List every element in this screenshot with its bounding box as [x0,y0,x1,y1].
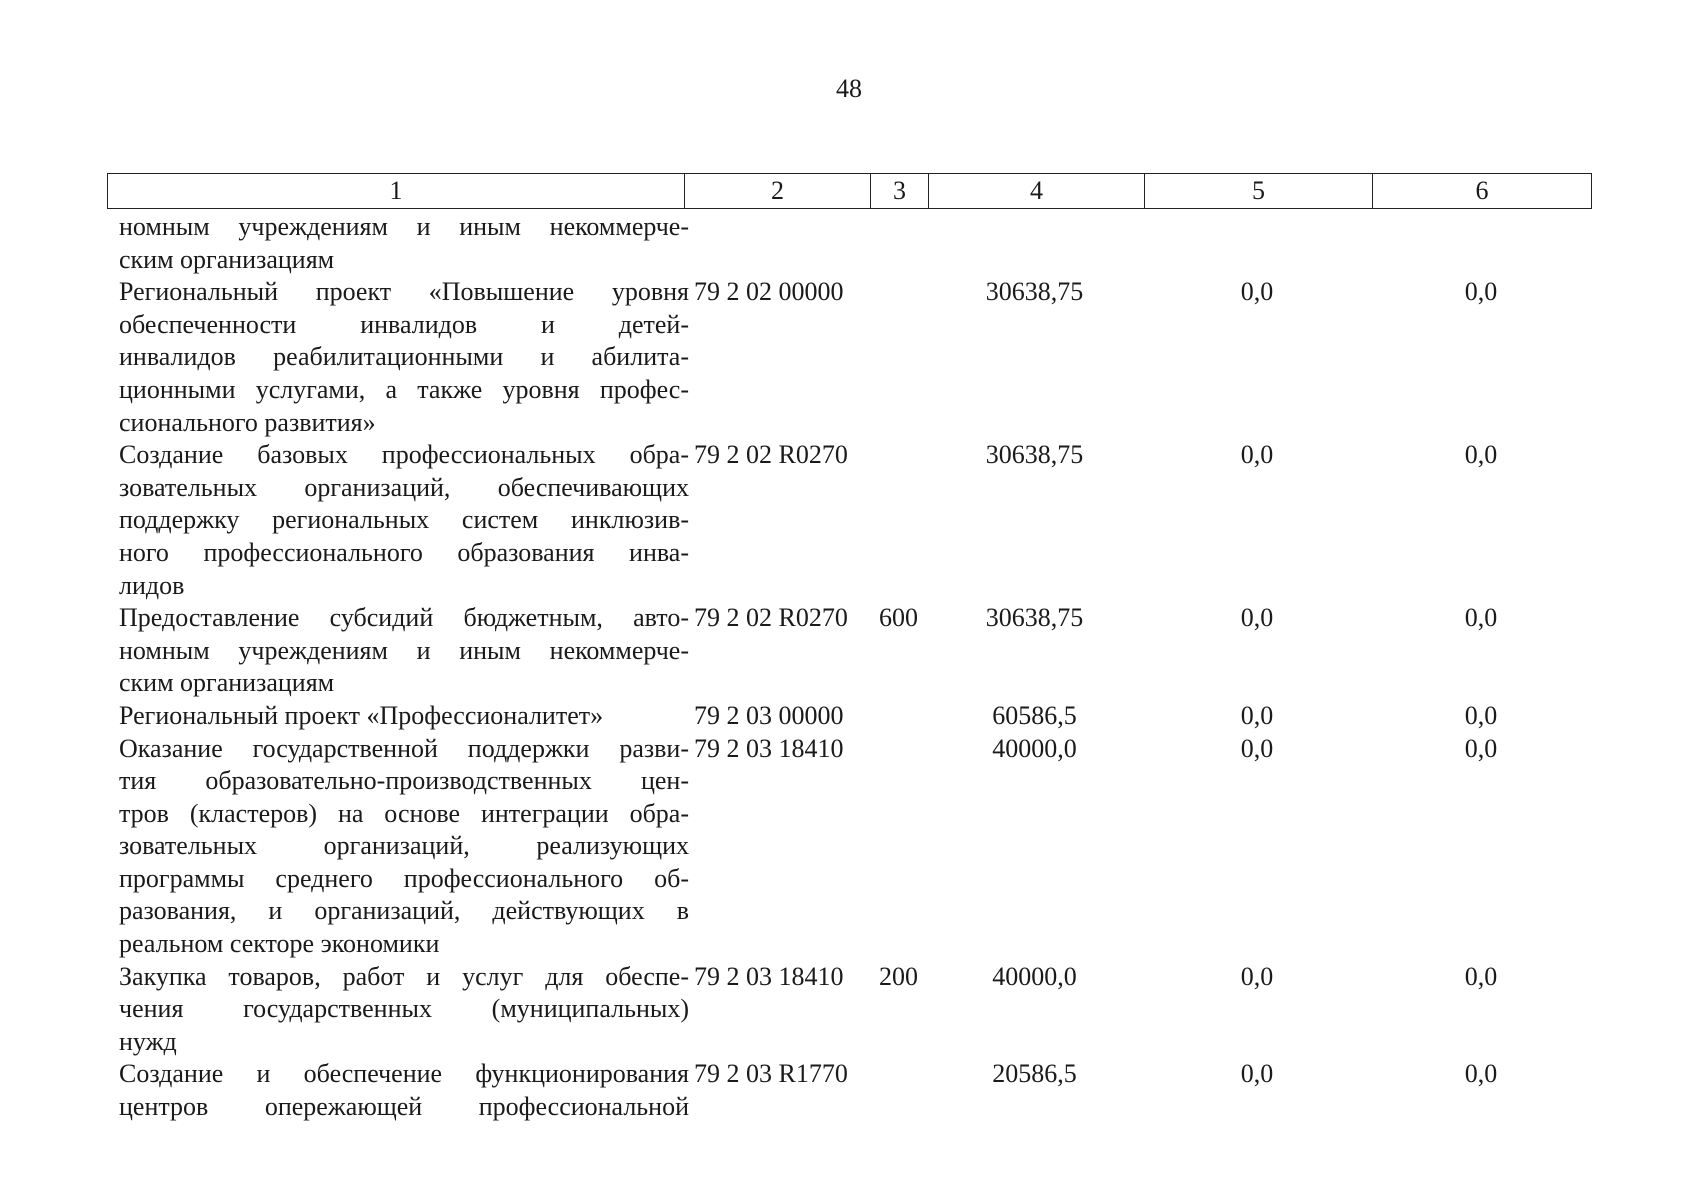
row-name [119,276,689,439]
row-name-line: тров (кластеров) на основе интеграции обра- [119,798,689,828]
row-value-col5: 0,0 [1240,603,1274,633]
row-name-line: ционными услугами, а также уровня профес- [119,374,689,404]
row-name [119,700,689,733]
row-name-line: Создание и обеспечение функционирования [119,1059,689,1089]
row-value-col4: 40000,0 [992,733,1077,763]
row-name-line: нужд [119,1026,177,1056]
page-number: 48 [836,74,862,103]
row-value-col4: 30638,75 [985,277,1084,307]
row-name-line: инвалидов реабилитационными и абилита- [119,342,689,372]
header-col-1: 1 [108,174,685,209]
table-row [107,1058,1591,1123]
table-row [107,733,1591,961]
row-name-line: Предоставление субсидий бюджетным, авто- [119,603,689,633]
row-code: 79 2 02 R0270 [694,603,848,633]
row-name [119,1058,689,1123]
row-value-col4: 60586,5 [992,700,1077,730]
row-name-line: чения государственных (муниципальных) [119,994,689,1024]
table-row [107,276,1591,439]
row-value-col6: 0,0 [1464,277,1498,307]
row-name-line: ским организациям [119,244,335,274]
row-name [119,961,689,1059]
row-name-line: центров опережающей профессиональной [119,1092,689,1122]
header-col-4: 4 [929,174,1145,209]
header-col-5: 5 [1145,174,1373,209]
row-name [119,733,689,961]
row-value-col5: 0,0 [1240,1059,1274,1089]
row-name-line: Региональный проект «Профессионалитет» [119,700,604,730]
row-code: 79 2 02 R0270 [694,440,848,470]
row-name-line: номным учреждениям и иным некоммерче- [119,635,689,665]
row-value-col4: 40000,0 [992,961,1077,991]
row-value-col5: 0,0 [1240,961,1274,991]
row-name-line: сионального развития» [119,407,376,437]
row-name-line: программы среднего профессионального об- [119,863,689,893]
row-expense-type: 600 [879,603,918,633]
row-code: 79 2 03 18410 [694,733,844,763]
row-expense-type: 200 [879,961,918,991]
row-value-col4: 30638,75 [985,603,1084,633]
row-name-line: ским организациям [119,668,335,698]
table-row [107,961,1591,1059]
table-row [107,700,1591,733]
row-value-col6: 0,0 [1464,961,1498,991]
table-row [107,439,1591,602]
row-code: 79 2 02 00000 [694,277,844,307]
row-value-col5: 0,0 [1240,700,1274,730]
header-row [108,174,1592,209]
row-name-line: зовательных организаций, обеспечивающих [119,472,689,502]
row-name-line: Региональный проект «Повышение уровня [119,277,689,307]
row-name-line: тия образовательно-производственных цен- [119,766,689,796]
row-value-col5: 0,0 [1240,440,1274,470]
row-value-col5: 0,0 [1240,277,1274,307]
row-name [119,439,689,602]
row-name-line: обеспеченности инвалидов и детей- [119,309,689,339]
row-value-col6: 0,0 [1464,1059,1498,1089]
row-code: 79 2 03 R1770 [694,1059,848,1089]
header-col-3: 3 [871,174,929,209]
table-body [107,211,1591,1124]
row-name-line: Закупка товаров, работ и услуг для обеспе- [119,961,689,991]
table-row [107,602,1591,700]
row-value-col6: 0,0 [1464,700,1498,730]
row-name-line: Создание базовых профессиональных обра- [119,440,689,470]
row-value-col5: 0,0 [1240,733,1274,763]
header-col-2: 2 [685,174,871,209]
row-value-col6: 0,0 [1464,733,1498,763]
header-col-6: 6 [1373,174,1592,209]
row-name-line: реальном секторе экономики [119,929,440,959]
row-name-line: номным учреждениям и иным некоммерче- [119,212,689,241]
row-name-line: разования, и организаций, действующих в [119,896,689,926]
row-name [119,602,689,700]
row-name-line: поддержку региональных систем инклюзив- [119,505,689,535]
row-name-line: лидов [119,570,185,600]
row-name-line: Оказание государственной поддержки разви- [119,733,689,763]
row-value-col6: 0,0 [1464,603,1498,633]
row-name [119,211,689,276]
row-value-col4: 30638,75 [985,440,1084,470]
table-header [107,173,1592,209]
row-value-col4: 20586,5 [992,1059,1077,1089]
table-row [107,211,1591,276]
row-name-line: ного профессионального образования инва- [119,537,689,567]
row-value-col6: 0,0 [1464,440,1498,470]
row-name-line: зовательных организаций, реализующих [119,831,689,861]
row-code: 79 2 03 00000 [694,700,844,730]
row-code: 79 2 03 18410 [694,961,844,991]
